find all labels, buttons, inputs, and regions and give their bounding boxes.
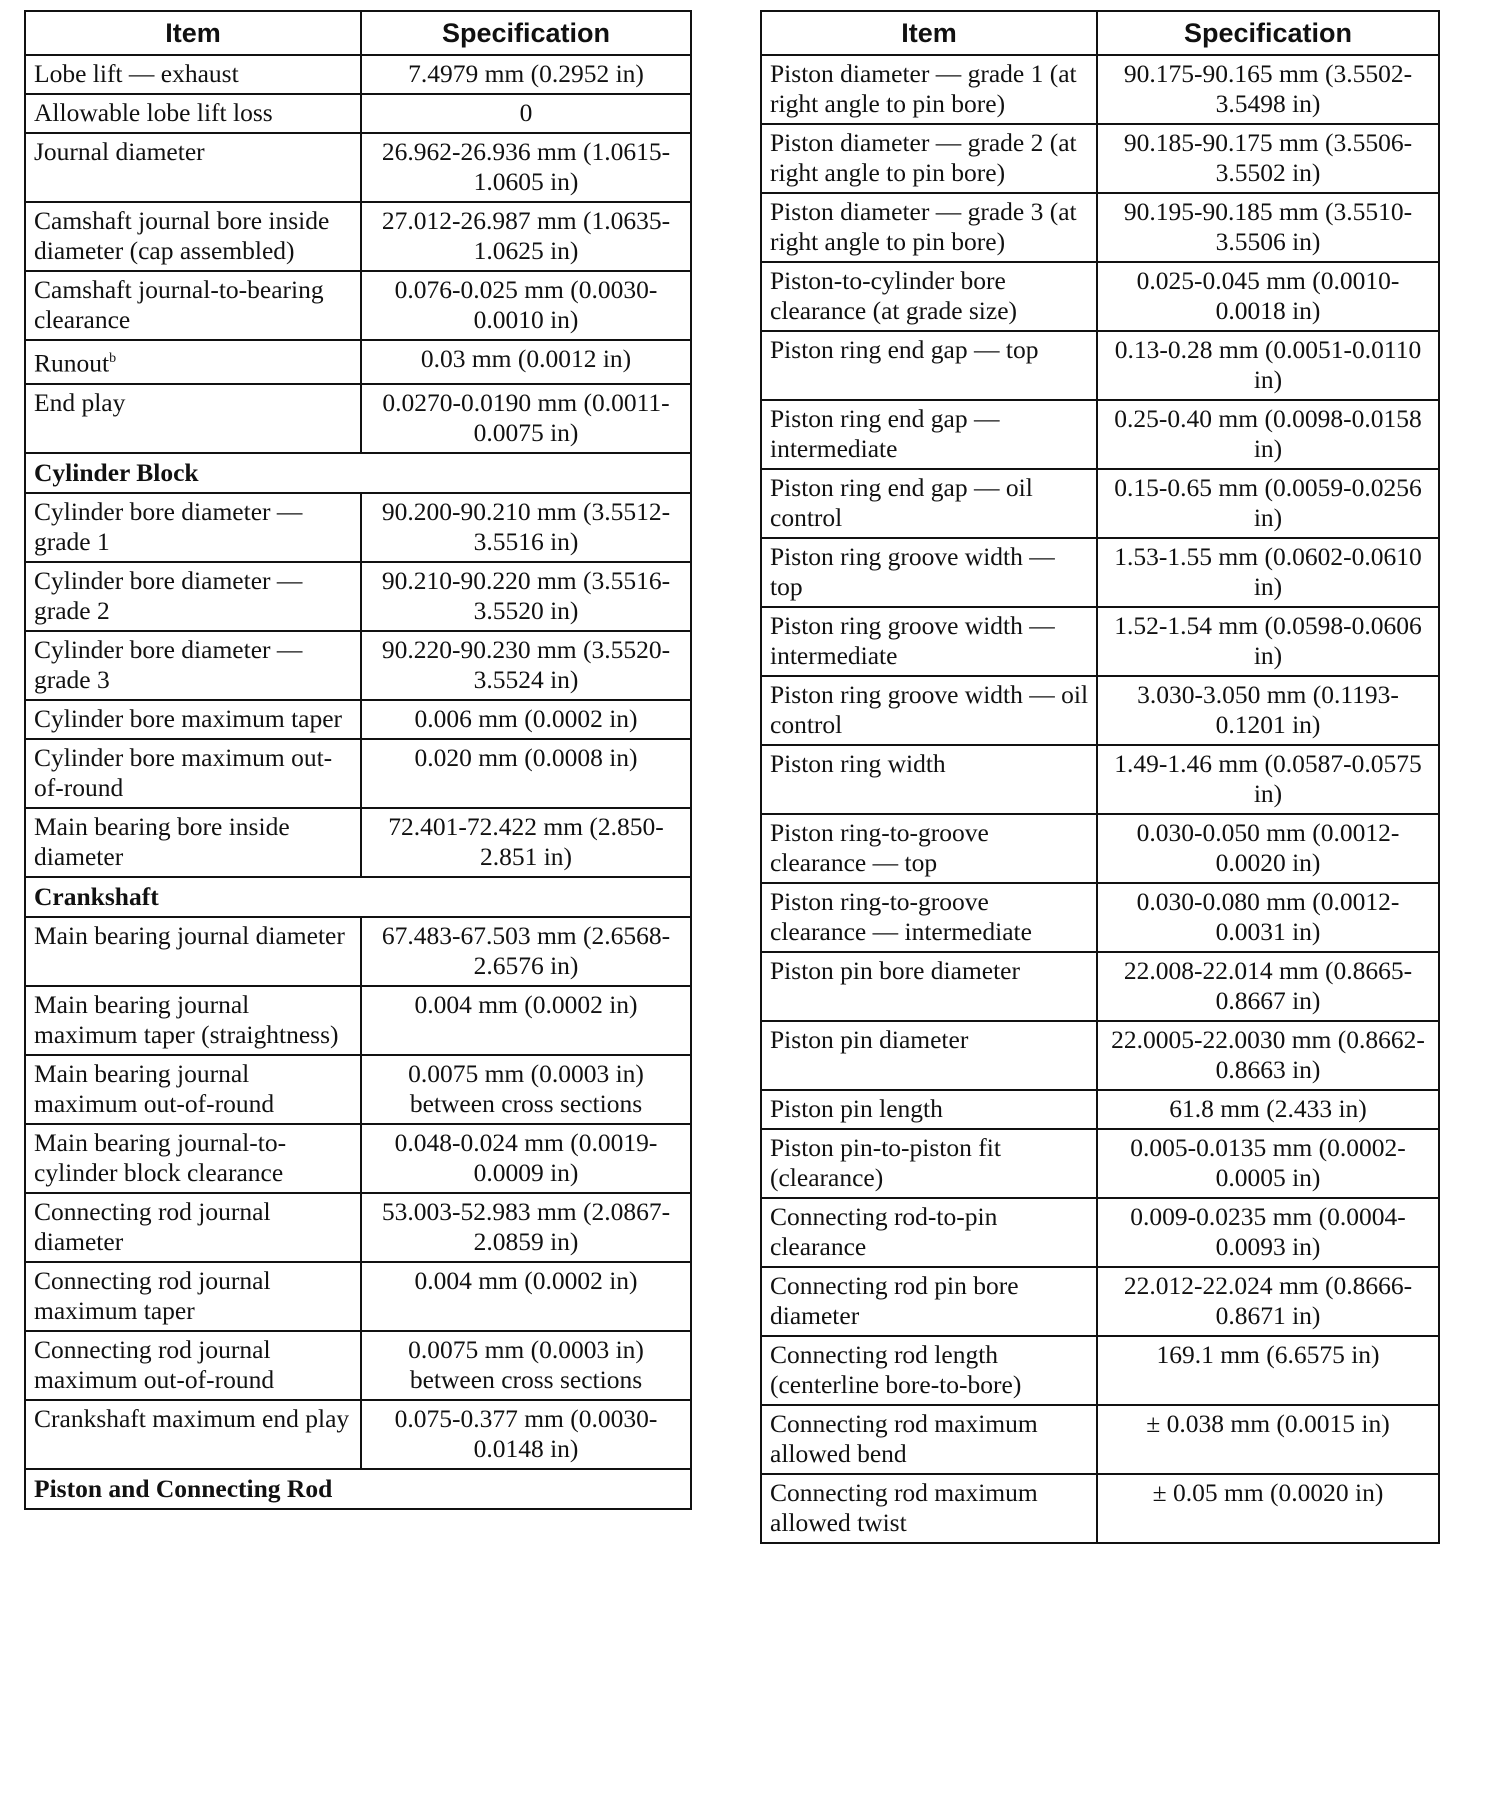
table-row — [25, 986, 691, 1055]
item-label: Camshaft journal bore inside diameter (cap assembled) — [34, 206, 330, 265]
item-cell — [761, 883, 1097, 952]
item-label: Connecting rod journal maximum taper — [34, 1265, 271, 1325]
item-cell — [761, 124, 1097, 193]
table-row — [25, 1055, 691, 1124]
item-label: Piston ring groove width — top — [770, 542, 1055, 601]
item-cell — [761, 1336, 1097, 1405]
spec-cell: 0.25-0.40 mm (0.0098-0.0158 in) — [1097, 400, 1439, 469]
spec-cell: 0.03 mm (0.0012 in) — [361, 340, 691, 384]
item-label: Lobe lift — exhaust — [34, 59, 239, 88]
item-label: Crankshaft maximum end play — [34, 1403, 350, 1433]
item-label: Main bearing journal-to-cylinder block clearance — [34, 1127, 287, 1187]
item-label: Piston ring end gap — oil control — [770, 473, 1033, 532]
item-label: Piston ring groove width — intermediate — [770, 611, 1055, 670]
table-row — [25, 271, 691, 340]
item-cell — [25, 917, 361, 986]
item-cell — [761, 262, 1097, 331]
table-row — [25, 808, 691, 877]
item-label: Piston-to-cylinder bore clearance (at grade size) — [770, 266, 1018, 325]
spec-cell: 0.048-0.024 mm (0.0019-0.0009 in) — [361, 1124, 691, 1193]
item-cell — [25, 1331, 361, 1400]
table-row — [761, 538, 1439, 607]
table-row — [761, 676, 1439, 745]
item-cell — [25, 631, 361, 700]
item-label: Piston ring-to-groove clearance — intermediate — [770, 887, 1032, 946]
item-cell — [25, 1262, 361, 1331]
item-cell — [25, 562, 361, 631]
table-row — [25, 493, 691, 562]
spec-cell: 0.020 mm (0.0008 in) — [361, 739, 691, 808]
table-row — [25, 1193, 691, 1262]
item-label: Camshaft journal-to-bearing clearance — [34, 275, 324, 334]
table-row — [761, 400, 1439, 469]
table-row — [761, 1474, 1439, 1543]
section-title: Piston and Connecting Rod — [25, 1469, 691, 1509]
table-row — [761, 952, 1439, 1021]
item-label: Connecting rod maximum allowed bend — [770, 1409, 1038, 1468]
item-label: Connecting rod pin bore diameter — [770, 1271, 1019, 1330]
table-row — [761, 1405, 1439, 1474]
item-cell — [761, 331, 1097, 400]
item-label: Piston pin length — [770, 1094, 943, 1123]
item-column-header: Item — [761, 11, 1097, 55]
spec-cell: 0.025-0.045 mm (0.0010-0.0018 in) — [1097, 262, 1439, 331]
header-row — [25, 11, 691, 55]
spec-cell: 90.175-90.165 mm (3.5502-3.5498 in) — [1097, 55, 1439, 124]
item-label: Connecting rod journal maximum out-of-round — [34, 1334, 275, 1394]
item-cell — [761, 1474, 1097, 1543]
section-title: Crankshaft — [25, 877, 691, 917]
spec-cell: 169.1 mm (6.6575 in) — [1097, 1336, 1439, 1405]
item-label: Piston pin-to-piston fit (clearance) — [770, 1133, 1001, 1192]
spec-cell: 22.008-22.014 mm (0.8665-0.8667 in) — [1097, 952, 1439, 1021]
spec-cell: 0.004 mm (0.0002 in) — [361, 986, 691, 1055]
item-cell — [25, 133, 361, 202]
item-cell — [25, 1400, 361, 1469]
item-label: Cylinder bore diameter — grade 1 — [34, 496, 303, 556]
item-label: Cylinder bore diameter — grade 3 — [34, 634, 303, 694]
section-row — [25, 1469, 691, 1509]
item-cell — [761, 1021, 1097, 1090]
table-row — [761, 1129, 1439, 1198]
item-cell — [25, 739, 361, 808]
item-cell — [761, 676, 1097, 745]
item-cell — [25, 1055, 361, 1124]
spec-cell: 90.220-90.230 mm (3.5520-3.5524 in) — [361, 631, 691, 700]
spec-cell: 0.009-0.0235 mm (0.0004-0.0093 in) — [1097, 1198, 1439, 1267]
spec-cell: 90.210-90.220 mm (3.5516-3.5520 in) — [361, 562, 691, 631]
item-label: Connecting rod journal diameter — [34, 1196, 271, 1256]
spec-cell: 0.006 mm (0.0002 in) — [361, 700, 691, 739]
item-label: Piston pin bore diameter — [770, 956, 1020, 985]
footnote-marker: b — [109, 351, 117, 366]
item-label: Piston pin diameter — [770, 1025, 969, 1054]
item-cell — [761, 55, 1097, 124]
item-cell — [761, 1267, 1097, 1336]
item-cell — [25, 808, 361, 877]
item-cell — [761, 745, 1097, 814]
item-cell — [25, 55, 361, 94]
item-label: Cylinder bore diameter — grade 2 — [34, 565, 303, 625]
item-cell — [25, 384, 361, 453]
item-label: Piston ring-to-groove clearance — top — [770, 818, 989, 877]
table-row — [761, 124, 1439, 193]
item-cell — [761, 1198, 1097, 1267]
spec-cell: 67.483-67.503 mm (2.6568-2.6576 in) — [361, 917, 691, 986]
table-row — [25, 1331, 691, 1400]
item-label: Piston diameter — grade 3 (at right angle to pin bore) — [770, 197, 1077, 256]
spec-cell: ± 0.05 mm (0.0020 in) — [1097, 1474, 1439, 1543]
table-row — [25, 133, 691, 202]
table-row — [25, 562, 691, 631]
spec-cell: ± 0.038 mm (0.0015 in) — [1097, 1405, 1439, 1474]
table-row — [761, 1336, 1439, 1405]
spec-cell: 90.185-90.175 mm (3.5506-3.5502 in) — [1097, 124, 1439, 193]
spec-cell: 26.962-26.936 mm (1.0615-1.0605 in) — [361, 133, 691, 202]
item-cell — [761, 814, 1097, 883]
item-label: End play — [34, 387, 126, 417]
item-label: Main bearing journal maximum out-of-round — [34, 1058, 275, 1118]
spec-cell: 90.200-90.210 mm (3.5512-3.5516 in) — [361, 493, 691, 562]
spec-cell: 0.075-0.377 mm (0.0030-0.0148 in) — [361, 1400, 691, 1469]
table-row — [25, 700, 691, 739]
table-row — [761, 814, 1439, 883]
table-row — [25, 739, 691, 808]
table-row — [25, 1124, 691, 1193]
table-row — [25, 202, 691, 271]
spec-cell: 0.15-0.65 mm (0.0059-0.0256 in) — [1097, 469, 1439, 538]
item-cell — [761, 607, 1097, 676]
spec-cell: 0.005-0.0135 mm (0.0002-0.0005 in) — [1097, 1129, 1439, 1198]
item-cell — [761, 400, 1097, 469]
spec-cell: 72.401-72.422 mm (2.850-2.851 in) — [361, 808, 691, 877]
item-cell — [25, 202, 361, 271]
header-row — [761, 11, 1439, 55]
spec-cell: 1.52-1.54 mm (0.0598-0.0606 in) — [1097, 607, 1439, 676]
item-label: Piston diameter — grade 1 (at right angle to pin bore) — [770, 59, 1077, 118]
spec-cell: 22.0005-22.0030 mm (0.8662-0.8663 in) — [1097, 1021, 1439, 1090]
spec-table-left — [24, 10, 692, 1510]
table-row — [761, 331, 1439, 400]
item-cell — [761, 1129, 1097, 1198]
table-row — [25, 631, 691, 700]
table-row — [761, 1090, 1439, 1129]
item-label: Runout — [34, 348, 110, 378]
spec-cell: 0.076-0.025 mm (0.0030-0.0010 in) — [361, 271, 691, 340]
spec-column-header: Specification — [1097, 11, 1439, 55]
spec-cell: 27.012-26.987 mm (1.0635-1.0625 in) — [361, 202, 691, 271]
section-row — [25, 453, 691, 493]
section-row — [25, 877, 691, 917]
item-cell — [25, 700, 361, 739]
item-label: Main bearing journal maximum taper (straightness) — [34, 989, 339, 1049]
table-row — [25, 384, 691, 453]
item-cell — [25, 94, 361, 133]
spec-cell: 3.030-3.050 mm (0.1193-0.1201 in) — [1097, 676, 1439, 745]
item-cell — [25, 1124, 361, 1193]
item-label: Journal diameter — [34, 137, 205, 166]
item-cell — [761, 193, 1097, 262]
spec-cell: 61.8 mm (2.433 in) — [1097, 1090, 1439, 1129]
item-column-header: Item — [25, 11, 361, 55]
item-label: Allowable lobe lift loss — [34, 98, 273, 127]
item-label: Piston ring end gap — top — [770, 335, 1039, 364]
item-cell — [25, 1193, 361, 1262]
spec-cell: 0.0075 mm (0.0003 in) between cross sections — [361, 1055, 691, 1124]
table-row — [25, 1262, 691, 1331]
spec-cell: 0.030-0.080 mm (0.0012-0.0031 in) — [1097, 883, 1439, 952]
table-row — [761, 607, 1439, 676]
spec-cell: 7.4979 mm (0.2952 in) — [361, 55, 691, 94]
table-row — [25, 55, 691, 94]
item-label: Piston ring groove width — oil control — [770, 680, 1089, 739]
item-cell — [25, 493, 361, 562]
item-cell — [761, 469, 1097, 538]
item-cell — [761, 538, 1097, 607]
table-row — [761, 1267, 1439, 1336]
spec-cell: 90.195-90.185 mm (3.5510-3.5506 in) — [1097, 193, 1439, 262]
table-row — [25, 94, 691, 133]
table-row — [761, 1021, 1439, 1090]
spec-cell: 0.030-0.050 mm (0.0012-0.0020 in) — [1097, 814, 1439, 883]
item-label: Connecting rod maximum allowed twist — [770, 1478, 1038, 1537]
item-label: Piston ring end gap — intermediate — [770, 404, 1000, 463]
item-label: Piston ring width — [770, 749, 946, 778]
item-label: Cylinder bore maximum taper — [34, 703, 343, 733]
table-row — [25, 340, 691, 384]
table-row — [761, 745, 1439, 814]
spec-cell: 53.003-52.983 mm (2.0867-2.0859 in) — [361, 1193, 691, 1262]
spec-table-right — [760, 10, 1440, 1544]
spec-cell: 1.53-1.55 mm (0.0602-0.0610 in) — [1097, 538, 1439, 607]
table-row — [761, 193, 1439, 262]
item-label: Piston diameter — grade 2 (at right angle to pin bore) — [770, 128, 1077, 187]
table-row — [761, 55, 1439, 124]
item-label: Connecting rod-to-pin clearance — [770, 1202, 998, 1261]
spec-cell: 0.13-0.28 mm (0.0051-0.0110 in) — [1097, 331, 1439, 400]
spec-cell: 0 — [361, 94, 691, 133]
item-label: Main bearing bore inside diameter — [34, 811, 290, 871]
section-title: Cylinder Block — [25, 453, 691, 493]
spec-column-header: Specification — [361, 11, 691, 55]
item-label: Cylinder bore maximum out-of-round — [34, 742, 333, 802]
item-cell — [761, 1405, 1097, 1474]
spec-cell: 0.004 mm (0.0002 in) — [361, 1262, 691, 1331]
table-row — [761, 469, 1439, 538]
spec-cell: 1.49-1.46 mm (0.0587-0.0575 in) — [1097, 745, 1439, 814]
item-label: Main bearing journal diameter — [34, 920, 345, 950]
item-label: Connecting rod length (centerline bore-to-bore) — [770, 1340, 1022, 1399]
spec-cell: 0.0270-0.0190 mm (0.0011-0.0075 in) — [361, 384, 691, 453]
spec-cell: 22.012-22.024 mm (0.8666-0.8671 in) — [1097, 1267, 1439, 1336]
item-cell — [25, 986, 361, 1055]
spec-cell: 0.0075 mm (0.0003 in) between cross sections — [361, 1331, 691, 1400]
table-row — [761, 262, 1439, 331]
item-cell — [25, 271, 361, 340]
item-cell — [761, 952, 1097, 1021]
item-cell — [25, 340, 361, 384]
table-row — [25, 1400, 691, 1469]
table-row — [761, 883, 1439, 952]
table-row — [25, 917, 691, 986]
table-row — [761, 1198, 1439, 1267]
item-cell — [761, 1090, 1097, 1129]
